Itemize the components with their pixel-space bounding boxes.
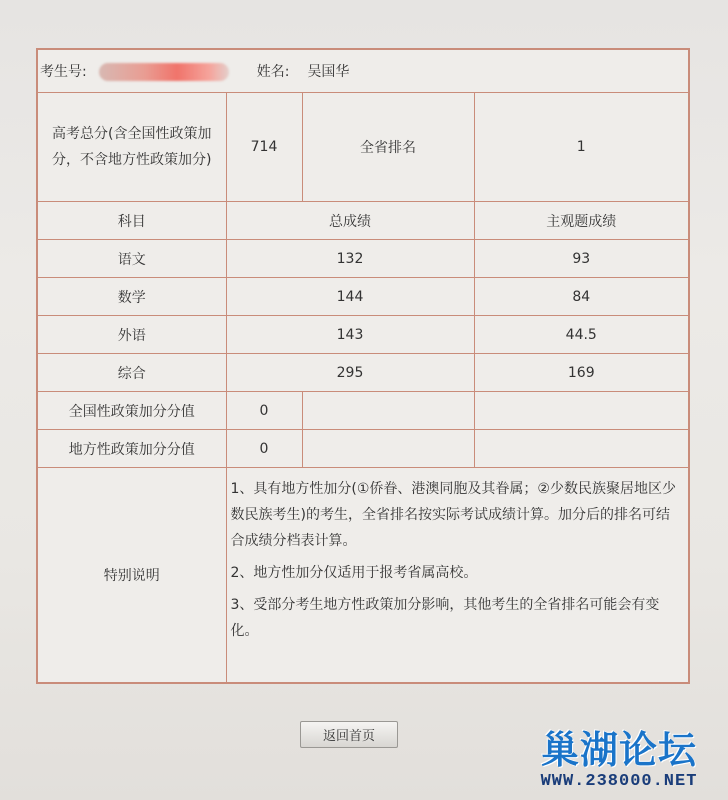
- total-row: [37, 93, 689, 202]
- total-score-column-header: 总成绩: [226, 202, 474, 240]
- note-item: 2、地方性加分仅适用于报考省属高校。: [230, 565, 478, 581]
- back-to-home-button[interactable]: 返回首页: [300, 721, 398, 748]
- subject-row: [37, 354, 689, 392]
- subject-row: [37, 316, 689, 354]
- subject-name: 外语: [37, 316, 226, 354]
- subject-total-score: 144: [226, 278, 474, 316]
- header-cell: [37, 49, 689, 93]
- subject-subjective-score: 169: [474, 354, 689, 392]
- bonus-row: [37, 392, 689, 430]
- subject-subjective-score: 44.5: [474, 316, 689, 354]
- national-bonus-label: 全国性政策加分分值: [37, 392, 226, 430]
- subject-name: 综合: [37, 354, 226, 392]
- note-item: 1、具有地方性加分(①侨眷、港澳同胞及其眷属；②少数民族聚居地区少数民族考生)的考生，全省排名按实际考试成绩计算。加分后的排名可结合成绩分档表计算。: [230, 481, 676, 549]
- column-header-row: [37, 202, 689, 240]
- name-label: 姓名:: [256, 64, 290, 80]
- subject-total-score: 295: [226, 354, 474, 392]
- subjective-score-column-header: 主观题成绩: [474, 202, 689, 240]
- notes-content: [226, 468, 689, 684]
- local-bonus-value: 0: [226, 430, 302, 468]
- subject-subjective-score: 93: [474, 240, 689, 278]
- watermark-url: WWW.238000.NET: [540, 772, 698, 791]
- notes-label: 特别说明: [37, 468, 226, 684]
- subject-column-header: 科目: [37, 202, 226, 240]
- note-item: 3、受部分考生地方性政策加分影响，其他考生的全省排名可能会有变化。: [230, 597, 660, 639]
- name-value: 吴国华: [307, 64, 350, 80]
- redacted-exam-id: [99, 63, 229, 81]
- score-table: [36, 48, 690, 684]
- subject-name: 数学: [37, 278, 226, 316]
- empty-cell: [474, 392, 689, 430]
- local-bonus-label: 地方性政策加分分值: [37, 430, 226, 468]
- rank-value: 1: [474, 93, 689, 202]
- header-row: [37, 49, 689, 93]
- subject-name: 语文: [37, 240, 226, 278]
- empty-cell: [302, 430, 474, 468]
- bonus-row: [37, 430, 689, 468]
- subject-row: [37, 278, 689, 316]
- subject-subjective-score: 84: [474, 278, 689, 316]
- empty-cell: [474, 430, 689, 468]
- empty-cell: [302, 392, 474, 430]
- subject-total-score: 132: [226, 240, 474, 278]
- rank-label: 全省排名: [302, 93, 474, 202]
- subject-row: [37, 240, 689, 278]
- watermark: [524, 728, 714, 792]
- exam-id-label: 考生号:: [40, 64, 87, 80]
- national-bonus-value: 0: [226, 392, 302, 430]
- total-score-label: 高考总分(含全国性政策加分，不含地方性政策加分): [37, 93, 226, 202]
- subject-total-score: 143: [226, 316, 474, 354]
- notes-row: [37, 468, 689, 684]
- total-score-value: 714: [226, 93, 302, 202]
- watermark-logo: 巢湖论坛: [540, 728, 697, 772]
